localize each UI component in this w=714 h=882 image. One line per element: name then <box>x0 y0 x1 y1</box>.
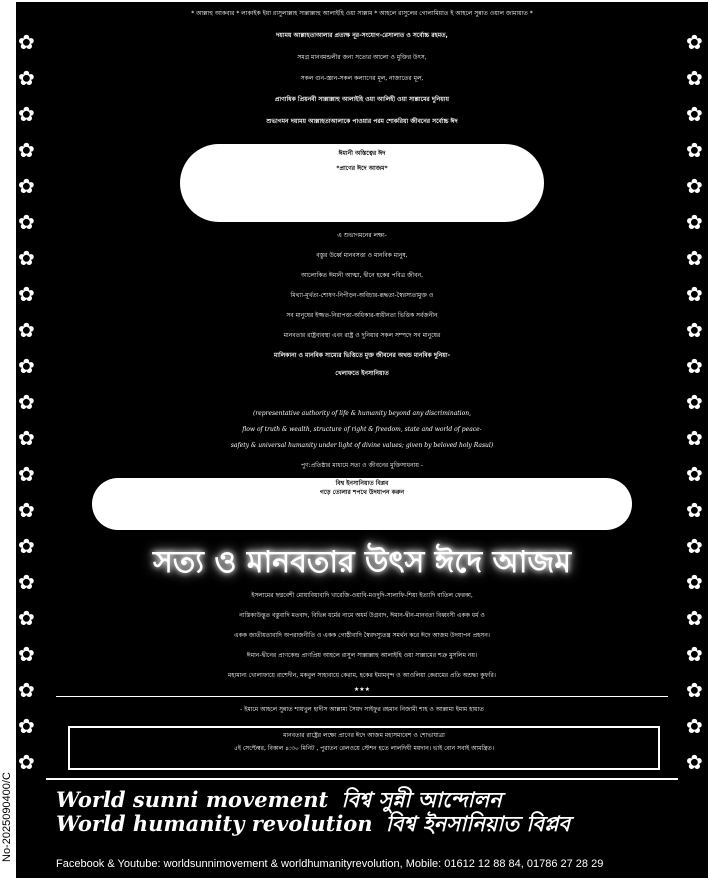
flower-ornament: ✿ <box>18 606 35 630</box>
body-line-3: একক জাতীয়তাবাদি অপরাজনীতি ও একক গোষ্ঠীবাদি স্বৈরদস্যুতন্ত্র সমর্থন করে ঈদে আজম উদযাপন প্রহসন। <box>234 632 490 639</box>
event-title: মানবতার রাষ্ট্রের লক্ষ্যে প্রাণের ঈদে আজম মহাসমাবেশ ও শোভাযাত্রা <box>283 732 445 739</box>
footer-line-2 <box>56 808 570 843</box>
intro-line-5: শুভাগমন দয়াময় আল্লাহতাআলাকে পাওয়ার পরম শোকরিয়া জীবনের সর্বোচ্চ ঈদ <box>266 118 458 125</box>
header-strip: * আল্লাহু আকবার * লাকাইক ইয়া রাসুলাল্লাহ সাল্লাল্লাহু আলাইহি ওয়া সাল্লাম * আহলে রাসুলের গোলামিয়াত ই আহলে সুন্নাত ওয়াল জামায়াত * <box>191 10 533 17</box>
flower-ornament: ✿ <box>686 606 703 630</box>
flower-ornament: ✿ <box>686 534 703 558</box>
footer-rule <box>46 778 678 780</box>
flower-ornament: ✿ <box>686 750 703 774</box>
intro-line-1: দয়াময় আল্লাহতাআলার প্রত্যক্ষ নূর-সংযোগ-রেসালাত ও সর্বোচ্চ রহমত, <box>276 32 448 39</box>
advertisement-panel <box>16 2 708 878</box>
flower-ornament: ✿ <box>18 66 35 90</box>
goal-line-6: মালিকানা ও মানবিক সাম্যের ভিত্তিতে মুক্ত জীবনের অখন্ড মানবিক দুনিয়া- <box>273 352 451 359</box>
ribbon-title: *প্রাণের ঈদে আজম* <box>336 165 388 172</box>
flower-ornament: ✿ <box>18 138 35 162</box>
flower-ornament: ✿ <box>686 66 703 90</box>
english-line-3: safety & universal humanity under light of divine values; given by beloved holy Rasul) <box>230 442 494 449</box>
body-line-1: ইসলামের ছদ্মবেশী মোয়াবিয়াবাদি খারেজি-ওয়াবি-মওদুদি-সালাফি-শিয়া ইত্যাদি বাতিল ফেরকা, <box>251 592 473 599</box>
flower-ornament: ✿ <box>686 390 703 414</box>
flower-ornament: ✿ <box>18 498 35 522</box>
flower-ornament: ✿ <box>18 678 35 702</box>
intro-line-3: সকল গুন-জ্ঞান-সকল কল্যাণের মূল, নাজাতের মূল, <box>300 75 424 82</box>
flower-ornament: ✿ <box>18 354 35 378</box>
english-line-2: flow of truth & wealth, structure of right & freedom, state and world of peace- <box>242 426 482 433</box>
footer-2-en: World humanity revolution <box>56 811 373 836</box>
flower-ornament: ✿ <box>18 246 35 270</box>
flower-ornament: ✿ <box>18 282 35 306</box>
flower-ornament: ✿ <box>686 426 703 450</box>
flower-ornament: ✿ <box>18 714 35 738</box>
stars-divider: ★★★ <box>353 686 371 693</box>
flower-ornament: ✿ <box>18 570 35 594</box>
divider-left <box>56 696 668 697</box>
flower-ornament: ✿ <box>686 678 703 702</box>
flower-ornament: ✿ <box>18 318 35 342</box>
flower-ornament: ✿ <box>686 462 703 486</box>
intro-line-2: সমগ্র মানবমন্ডলীর জন্য সত্যের আলো ও মুক্তির উৎস, <box>297 54 427 61</box>
goal-line-4: সব মানুষের ইজ্জত-নিরাপত্তা-অধিকার-স্বাধীনতা ভিত্তিক সর্বজনীন <box>286 312 438 319</box>
ribbon-subtitle: ঈমানী অস্তিত্বের ঈদ <box>338 150 386 157</box>
flower-ornament: ✿ <box>686 354 703 378</box>
flower-ornament: ✿ <box>18 210 35 234</box>
reference-code-text: No-2025090400/C <box>1 772 13 862</box>
restore-line: পুণ:প্রতিষ্ঠার মাধ্যমে সত্য ও জীবনের মুক্তিসাধনায় - <box>300 462 424 469</box>
imam-line: - ইমামে আহলে সুন্নাত শায়খুল হাদীস আল্লামা সৈয়দ সাইফুর রহমান নিজামী শাহ ও আল্লামা ইমাম হায়াত <box>240 706 484 713</box>
eid-ribbon <box>180 144 544 222</box>
contact-line: Facebook & Youtube: worldsunnimovement & worldhumanityrevolution, Mobile: 01612 12 88 84, 01786 27 28 29 <box>56 858 604 870</box>
flower-ornament: ✿ <box>686 282 703 306</box>
flower-ornament: ✿ <box>686 102 703 126</box>
khelafot-title: খেলাফতে ইনসানিয়াত <box>335 370 389 377</box>
flower-ornament: ✿ <box>686 318 703 342</box>
flower-ornament: ✿ <box>686 246 703 270</box>
english-line-1: (representative authority of life & humanity beyond any discrimination, <box>253 410 471 417</box>
flower-ornament: ✿ <box>686 138 703 162</box>
footer-1-en: World sunni movement <box>56 787 329 812</box>
goal-line-2: আলোকিত ঈমানী আত্মা, দ্বীনে হকের পবিত্র জীবন, <box>301 272 423 279</box>
flower-ornament: ✿ <box>18 102 35 126</box>
flower-ornament: ✿ <box>686 714 703 738</box>
goal-line-5: মানবতার রাষ্ট্রব্যবস্থা এবং রাষ্ট্র ও দুনিয়ার সকল সম্পদে সব মানুষের <box>283 332 441 339</box>
revolution-ribbon <box>92 478 632 530</box>
flower-ornament: ✿ <box>18 30 35 54</box>
flower-ornament: ✿ <box>686 570 703 594</box>
glow-title: সত্য ও মানবতার উৎস ঈদে আজম <box>152 545 572 580</box>
event-box <box>68 726 660 770</box>
footer-1-bn: বিশ্ব সুন্নী আন্দোলন <box>341 787 502 812</box>
flower-ornament: ✿ <box>18 426 35 450</box>
footer-2-bn: বিশ্ব ইনসানিয়াত বিপ্লব <box>385 811 571 836</box>
flower-ornament: ✿ <box>18 390 35 414</box>
flower-ornament: ✿ <box>686 498 703 522</box>
goals-heading: এ শুভাগমনের লক্ষ্য- <box>337 232 387 239</box>
flower-ornament: ✿ <box>18 642 35 666</box>
body-line-2: নাস্তিক্যউদ্ভূত বস্তুবাদি মতবাদ, বিভিন্ন ধর্মের নামে অধর্ম উগ্রবাদ, ঈমান-দ্বীন-মানবতা বিধ্বংসী একক ধর্ম ও <box>239 612 485 619</box>
flower-ornament: ✿ <box>18 174 35 198</box>
goal-line-1: বস্তুর উর্ধ্বে মানবসত্তা ও মানবিক মানুষ, <box>316 252 408 259</box>
intro-line-4: প্রাণাধিক প্রিয়নবী সাল্লাল্লাহু আলাইহি ওয়া আলিহী ওয়া সাল্লামের দুনিয়ায় <box>274 96 450 103</box>
flower-ornament: ✿ <box>686 174 703 198</box>
goal-line-3: মিথ্যা-মূর্খতা-শোষণ-নিপীড়ন-অবিচার-রূদ্ধতা-স্বৈরস্যতামুক্ত ও <box>290 292 434 299</box>
revolution-title: বিশ্ব ইনসানিয়াত বিপ্লব <box>335 480 389 487</box>
flower-ornament: ✿ <box>18 750 35 774</box>
flower-ornament: ✿ <box>686 30 703 54</box>
flower-ornament: ✿ <box>18 462 35 486</box>
side-reference-code <box>0 0 14 882</box>
flower-ornament: ✿ <box>686 642 703 666</box>
event-detail: ৫ই সেপ্টেম্বর, বিকাল ৪:৩০ মিনিট , পুরাতন রেলওয়ে স্টেশন হতে লালদিঘী ময়দান। ভাই বোন সবাই আমন্ত্রিত। <box>233 745 495 752</box>
flower-ornament: ✿ <box>686 210 703 234</box>
oath-text: গড়ে তোলার শপথে উদযাপন করুন <box>319 489 405 496</box>
flower-ornament: ✿ <box>18 534 35 558</box>
body-line-4: ঈমান-দ্বীনের প্রাণকেন্দ্র প্রাণপ্রিয় আহলে রাসুল সাল্লাল্লাহু আলাইহি ওয়া সাল্লামের শত্রু মুসলিম নয়। <box>246 652 478 659</box>
body-line-5: মহামান্য খোলাফায়ে রাশেদীন, মকবুল সাহাবায়ে কেরাম, হকের ইমামবৃন্দ ও আওলিয়া কেরামের প্রতি অশ্রদ্ধা কুফরি। <box>228 672 496 679</box>
